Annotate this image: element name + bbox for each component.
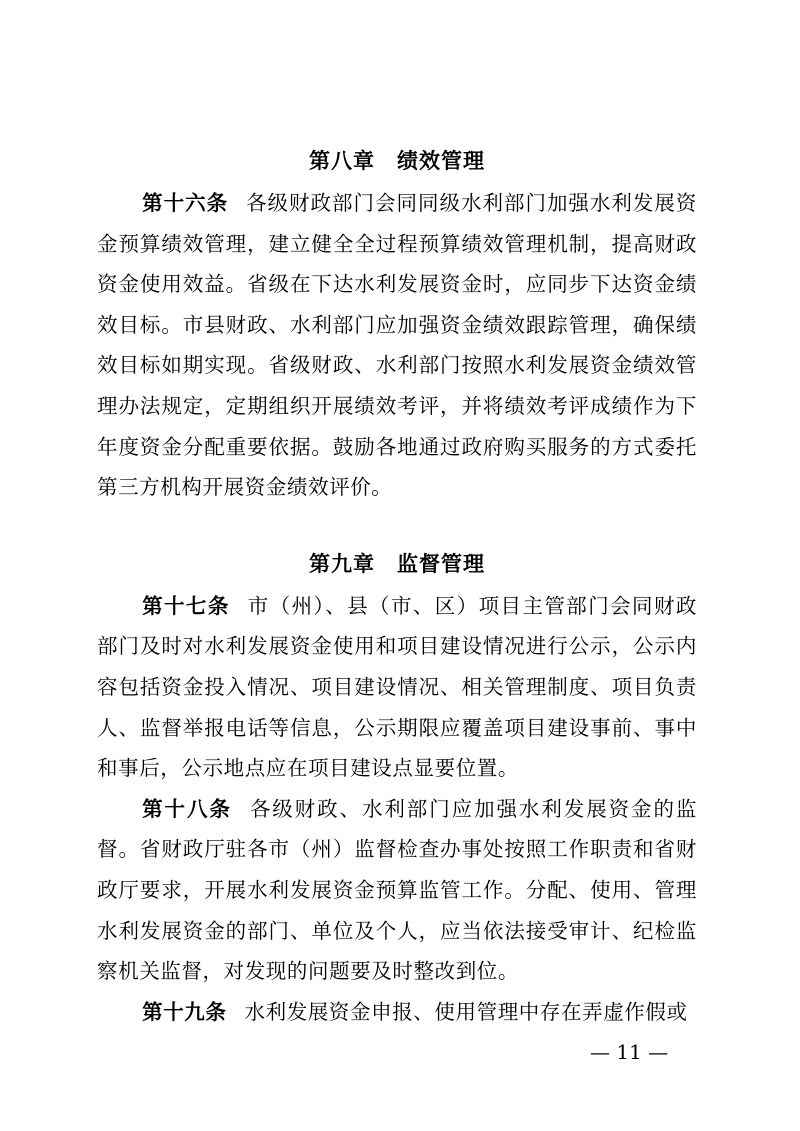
- article-18-text: 各级财政、水利部门应加强水利发展资金的监督。省财政厅驻各市（州）监督检查办事处按照工作职责和省财政厅要求，开展水利发展资金预算监管工作。分配、使用、管理水利发展资金的部门、单位及个人，应当依法接受审计、纪检监察机关监督，对发现的问题要及时整改到位。: [97, 796, 698, 984]
- article-16-label: 第十六条: [142, 191, 229, 215]
- chapter-9-number: 第九章: [309, 551, 375, 576]
- article-16: [97, 183, 697, 508]
- article-17: [97, 586, 697, 789]
- chapter-9-heading: [97, 548, 697, 580]
- article-17-text: 市（州）、县（市、区）项目主管部门会同财政部门及时对水利发展资金使用和项目建设情况进行公示，公示内容包括资金投入情况、项目建设情况、相关管理制度、项目负责人、监督举报电话等信息，公示期限应覆盖项目建设事前、事中和事后，公示地点应在项目建设点显要位置。: [97, 593, 697, 781]
- article-19: [97, 992, 697, 1033]
- article-16-text: 各级财政部门会同同级水利部门加强水利发展资金预算绩效管理，建立健全全过程预算绩效管理机制，提高财政资金使用效益。省级在下达水利发展资金时，应同步下达资金绩效目标。市县财政、水利部门应加强资金绩效跟踪管理，确保绩效目标如期实现。省级财政、水利部门按照水利发展资金绩效管理办法规定，定期组织开展绩效考评，并将绩效考评成绩作为下年度资金分配重要依据。鼓励各地通过政府购买服务的方式委托第三方机构开展资金绩效评价。: [97, 191, 697, 500]
- article-18-label: 第十八条: [142, 796, 232, 821]
- article-18: [97, 789, 697, 992]
- chapter-8-number: 第八章: [309, 149, 375, 173]
- page-content: [97, 145, 697, 1032]
- article-17-label: 第十七条: [142, 593, 230, 618]
- chapter-8-title: 绩效管理: [397, 149, 485, 173]
- article-19-text: 水利发展资金申报、使用管理中存在弄虚作假或: [244, 999, 688, 1024]
- page-number: — 11 —: [590, 1040, 669, 1064]
- article-19-label: 第十九条: [142, 999, 227, 1024]
- chapter-8-heading: [97, 145, 697, 177]
- chapter-9-title: 监督管理: [397, 551, 485, 576]
